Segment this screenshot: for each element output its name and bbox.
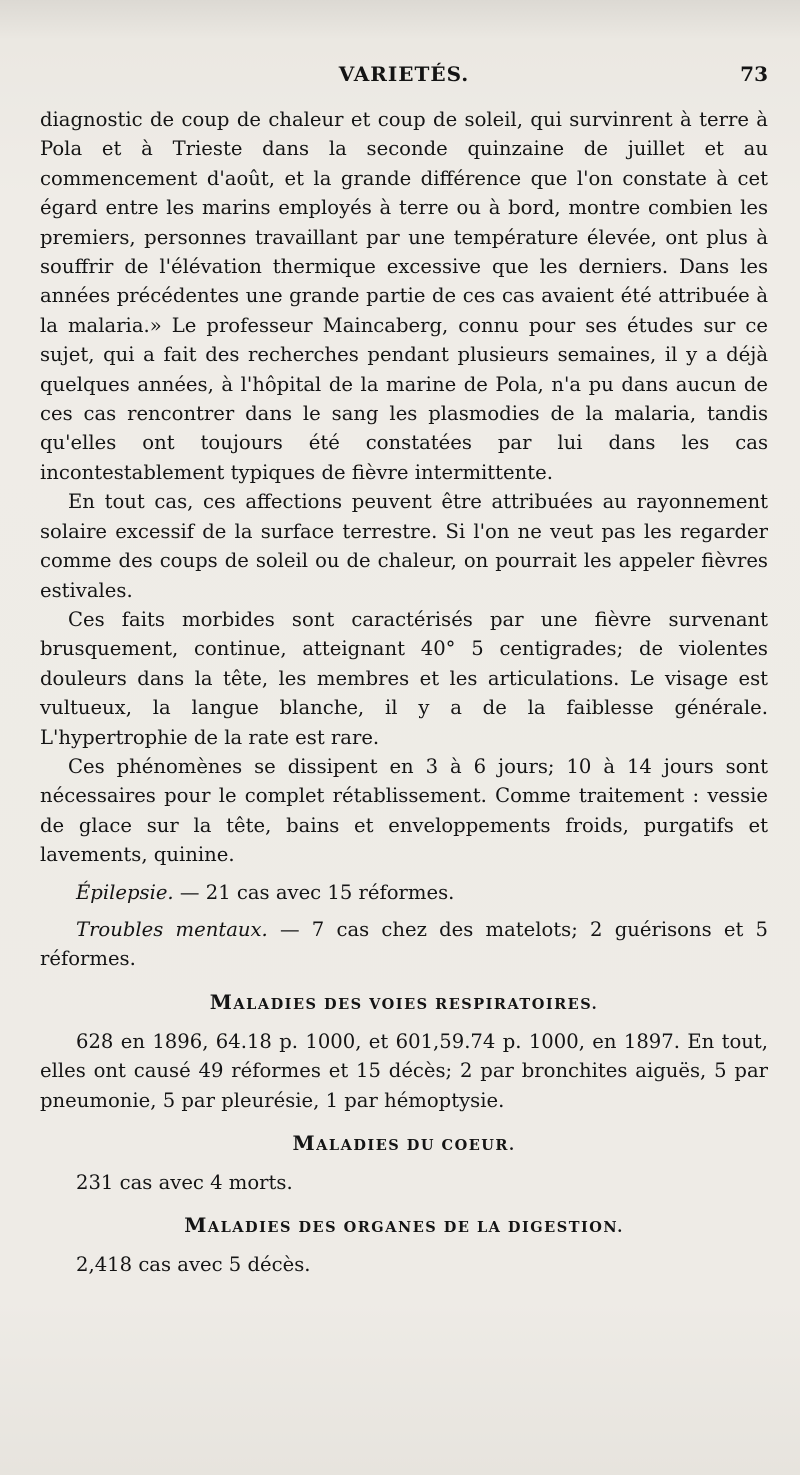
spacer xyxy=(40,1115,768,1129)
spacer xyxy=(40,870,768,878)
paragraph-symptomes: Ces faits morbides sont caractérisés par une fièvre survenant brusquement, continue, atteignant 40° 5 centigrades; de violentes douleurs dans la tête, les membres et les articulations. Le visage est vultueux, la langue blanche, il y a de la faiblesse générale. L'hypertrophie de la rate est rare. xyxy=(40,607,768,749)
spacer xyxy=(40,1242,768,1250)
entry-troubles-label: Troubles mentaux. xyxy=(76,917,268,941)
section-text-coeur: 231 cas avec 4 morts. xyxy=(76,1171,293,1194)
paragraph-rayonnement: En tout cas, ces affections peuvent être attribuées au rayonnement solaire excessif de la surface terrestre. Si l'on ne veut pas les regarder comme des coups de soleil ou de chaleur, on pourrait les appeler fièvres estivales. xyxy=(40,490,768,602)
page-number: 73 xyxy=(740,62,768,86)
spacer xyxy=(40,907,768,915)
running-title: VARIETÉS. xyxy=(338,62,470,86)
section-text-digestion: 2,418 cas avec 5 décès. xyxy=(76,1253,311,1277)
entry-epilepsie-label: Épilepsie. xyxy=(76,880,174,904)
spacer xyxy=(40,974,768,988)
entry-epilepsie xyxy=(40,878,768,907)
entry-troubles-text: — 7 cas chez des matelots; 2 guérisons et 5 réformes. xyxy=(40,917,768,971)
spacer xyxy=(40,1019,768,1027)
spacer xyxy=(40,1197,768,1211)
paragraph-traitement: Ces phénomènes se dissipent en 3 à 6 jours; 10 à 14 jours sont nécessaires pour le complet rétablissement. Comme traitement : vessie de glace sur la tête, bains et enveloppements froids, purgatifs et lavements, quinine. xyxy=(40,754,768,867)
entry-epilepsie-text: — 21 cas avec 15 réformes. xyxy=(173,880,455,904)
section-heading-respiratoires: MALADIES DES VOIES RESPIRATOIRES. xyxy=(209,989,599,1014)
running-head xyxy=(40,62,768,92)
spacer xyxy=(40,1160,768,1168)
body-text xyxy=(40,105,768,1280)
section-heading-coeur: MALADIES DU COEUR. xyxy=(292,1131,516,1155)
entry-troubles-mentaux xyxy=(40,915,768,974)
section-heading-digestion: MALADIES DES ORGANES DE LA DIGESTION. xyxy=(184,1213,624,1238)
paragraph-continuation: diagnostic de coup de chaleur et coup de soleil, qui survinrent à terre à Pola et à Trieste dans la seconde quinzaine de juillet et au commencement d'août, et la grande différence que l'on constate à cet égard entre les marins employés à terre ou à bord, montre combien les premiers, personnes travaillant par une température élevée, ont plus à souffrir de l'élévation thermique excessive que les derniers. Dans les années précédentes une grande partie de ces cas avaient été attribuée à la malaria.» Le professeur Maincaberg, connu pour ses études sur ce sujet, qui a fait des recherches pendant plusieurs semaines, il y a déjà quelques années, à l'hôpital de la marine de Pola, n'a pu dans aucun de ces cas rencontrer dans le sang les plasmodies de la malaria, tandis qu'elles ont toujours été constatées par lui dans les cas incontestablement typiques de fièvre intermittente. xyxy=(40,108,768,484)
section-text-respiratoires: 628 en 1896, 64.18 p. 1000, et 601,59.74 p. 1000, en 1897. En tout, elles ont causé 49 réformes et 15 décès; 2 par bronchites aiguës, 5 par pneumonie, 5 par pleurésie, 1 par hémoptysie. xyxy=(40,1029,768,1112)
